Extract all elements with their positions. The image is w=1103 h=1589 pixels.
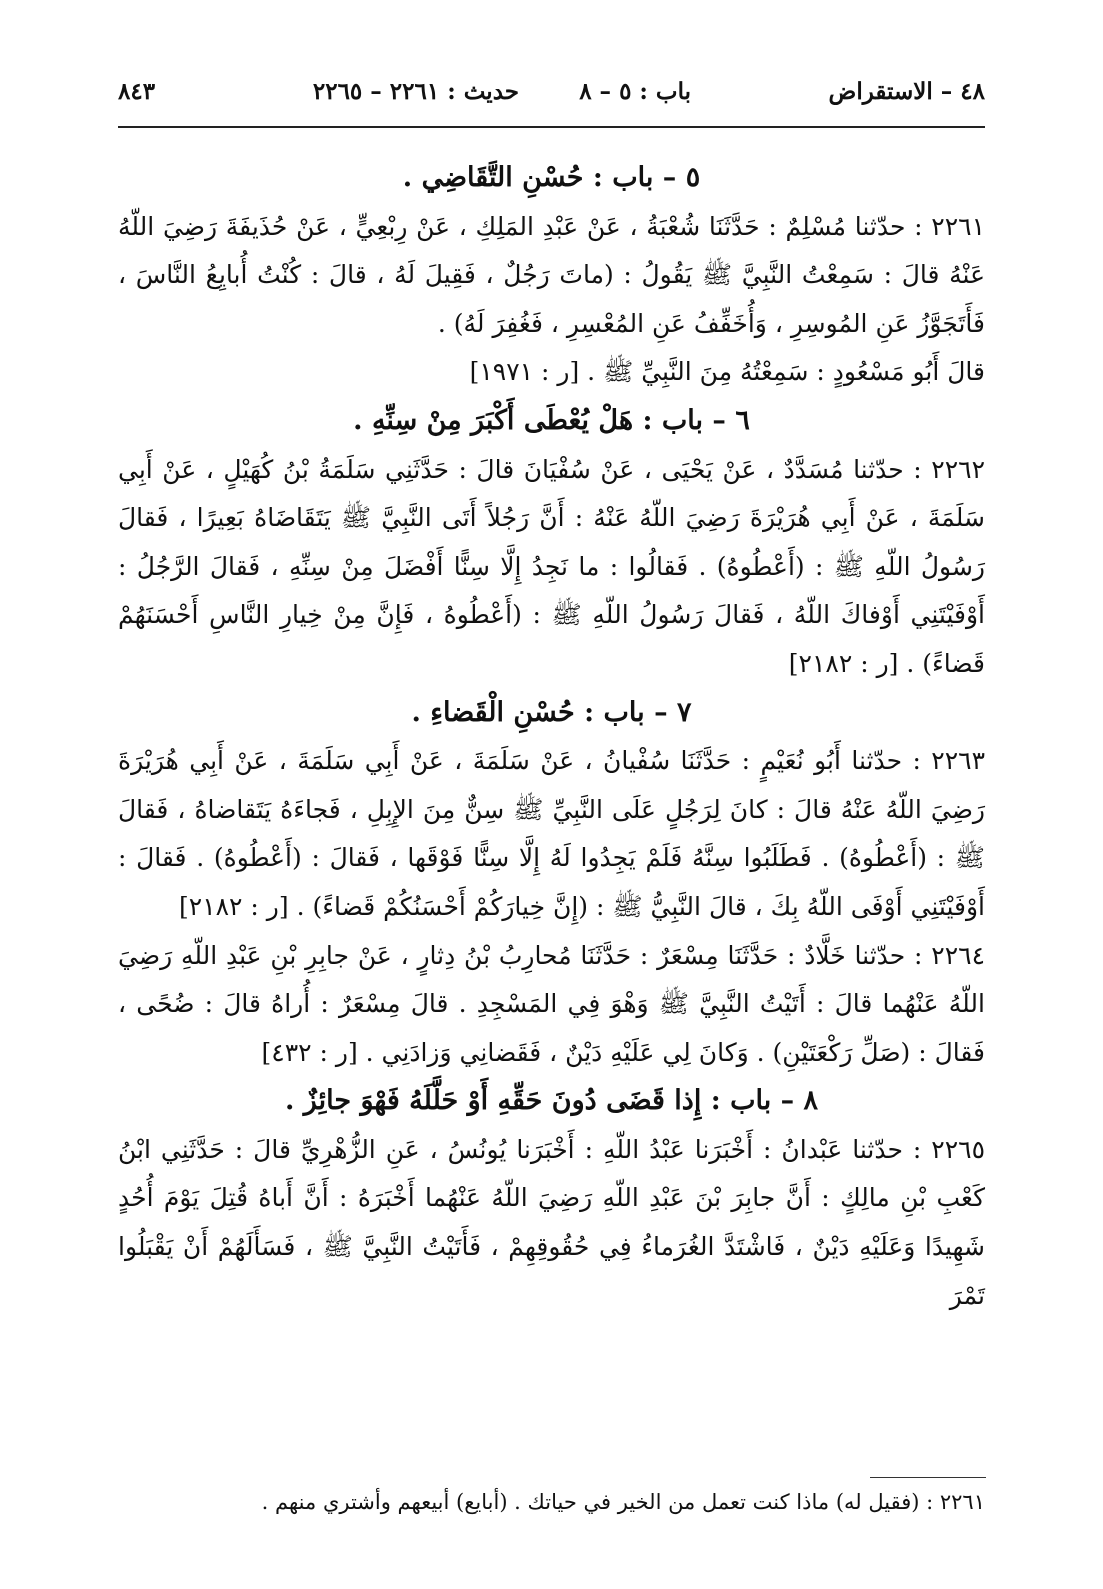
hadith-2261: ٢٢٦١ : حدّثنا مُسْلِمٌ : حَدَّثَنَا شُعْبَةُ ، عَنْ عَبْدِ المَلِكِ ، عَنْ رِبْعِيٍّ ، عَنْ حُذَيفَةَ رَضِيَ اللّهُ عَنْهُ قالَ : سَمِعْتُ النَّبِيَّ ﷺ يَقُولُ : (ماتَ رَجُلٌ ، فَقِيلَ لَهُ ، قالَ : كُنْتُ أُبايِعُ النَّاسَ ، فَأَتَجَوَّزُ عَنِ المُوسِرِ ، وَأُخَفِّفُ عَنِ المُعْسِرِ ، فَغُفِرَ لَهُ) . xyxy=(118,211,985,338)
footnote: ٢٢٦١ : (فقيل له) ماذا كنت تعمل من الخير في حياتك . (أبايع) أبيعهم وأشتري منهم . xyxy=(261,1490,985,1514)
hadith-2261-note: قالَ أَبُو مَسْعُودٍ : سَمِعْتُهُ مِنَ النَّبِيِّ ﷺ . [ر : ١٩٧١] xyxy=(469,357,985,387)
page-number: ٨٤٣ xyxy=(118,78,156,105)
header-rule xyxy=(118,126,985,128)
hadith-2263: ٢٢٦٣ : حدّثنا أَبُو نُعَيْمٍ : حَدَّثَنَا سُفْيانُ ، عَنْ سَلَمَةَ ، عَنْ أَبِي سَلَمَةَ ، عَنْ أَبِي هُرَيْرَةَ رَضِيَ اللّهُ عَنْهُ قالَ : كانَ لِرَجُلٍ عَلَى النَّبِيِّ ﷺ سِنٌّ مِنَ الإِبِلِ ، فَجاءَهُ يَتَقاضاهُ ، فَقالَ ﷺ : (أَعْطُوهُ) . فَطَلَبُوا سِنَّهُ فَلَمْ يَجِدُوا لَهُ إِلَّا سِنًّا فَوْقَها ، فَقالَ : (أَعْطُوهُ) . فَقالَ : أَوْفَيْتَنِي أَوْفَى اللّهُ بِكَ ، قالَ النَّبِيُّ ﷺ : (إِنَّ خِيارَكُمْ أَحْسَنُكُمْ قَضاءً) . [ر : ٢١٨٢] xyxy=(118,746,985,921)
running-header xyxy=(118,78,985,118)
chapter-heading-8: ٨ – باب : إِذا قَضَى دُونَ حَقِّهِ أَوْ حَلَّلَهُ فَهْوَ جائِزٌ . xyxy=(284,1085,819,1117)
hadith-2262: ٢٢٦٢ : حدّثنا مُسَدَّدٌ ، عَنْ يَحْيَى ، عَنْ سُفْيَانَ قالَ : حَدَّثَنِي سَلَمَةُ بْنُ كُهَيْلٍ ، عَنْ أَبِي سَلَمَةَ ، عَنْ أَبِي هُرَيْرَةَ رَضِيَ اللّهُ عَنْهُ : أَنَّ رَجُلاً أَتَى النَّبِيَّ ﷺ يَتَقَاضَاهُ بَعِيرًا ، فَقالَ رَسُولُ اللّهِ ﷺ : (أَعْطُوهُ) . فَقالُوا : ما نَجِدُ إِلَّا سِنًّا أَفْضَلَ مِنْ سِنِّهِ ، فَقالَ الرَّجُلُ : أَوْفَيْتَنِي أَوْفاكَ اللّهُ ، فَقالَ رَسُولُ اللّهِ ﷺ : (أَعْطُوهُ ، فَإِنَّ مِنْ خِيارِ النَّاسِ أَحْسَنَهُمْ قَضاءً) . [ر : ٢١٨٢] xyxy=(118,454,985,678)
hadith-2265: ٢٢٦٥ : حدّثنا عَبْدانُ : أَخْبَرَنا عَبْدُ اللّهِ : أَخْبَرَنا يُونُسُ ، عَنِ الزُّهْرِيِّ قالَ : حَدَّثَنِي ابْنُ كَعْبِ بْنِ مالِكٍ : أَنَّ جابِرَ بْنَ عَبْدِ اللّهِ رَضِيَ اللّهُ عَنْهُما أَخْبَرَهُ : أَنَّ أَباهُ قُتِلَ يَوْمَ أُحُدٍ شَهِيدًا وَعَلَيْهِ دَيْنٌ ، فَاشْتَدَّ الغُرَماءُ فِي حُقُوقِهِمْ ، فَأَتَيْتُ النَّبِيَّ ﷺ ، فَسَأَلَهُمْ أَنْ يَقْبَلُوا تَمْرَ xyxy=(118,1134,985,1310)
chapter-heading-7: ٧ – باب : حُسْنِ الْقَضاءِ . xyxy=(411,696,692,728)
chapter-title: ٤٨ – الاستقراض xyxy=(828,78,985,105)
chapter-heading-5: ٥ – باب : حُسْنِ التَّقَاضِي . xyxy=(402,162,701,193)
hadith-range: حديث : ٢٢٦١ – ٢٢٦٥ xyxy=(312,78,519,105)
footnote-rule xyxy=(870,1477,986,1478)
chapter-heading-6: ٦ – باب : هَلْ يُعْطَى أَكْبَرَ مِنْ سِنِّهِ . xyxy=(353,404,750,436)
hadith-2264: ٢٢٦٤ : حدّثنا خَلَّادٌ : حَدَّثَنَا مِسْعَرٌ : حَدَّثَنَا مُحارِبُ بْنُ دِثارٍ ، عَنْ جابِرِ بْنِ عَبْدِ اللّهِ رَضِيَ اللّهُ عَنْهُما قالَ : أَتَيْتُ النَّبِيَّ ﷺ وَهْوَ فِي المَسْجِدِ . قالَ مِسْعَرٌ : أُراهُ قالَ : ضُحًى ، فَقالَ : (صَلِّ رَكْعَتَيْنِ) . وَكانَ لِي عَلَيْهِ دَيْنٌ ، فَقَضانِي وَزادَنِي . [ر : ٤٣٢] xyxy=(118,940,985,1067)
main-text xyxy=(118,154,985,1320)
chapters-range: باب : ٥ – ٨ xyxy=(579,78,691,105)
